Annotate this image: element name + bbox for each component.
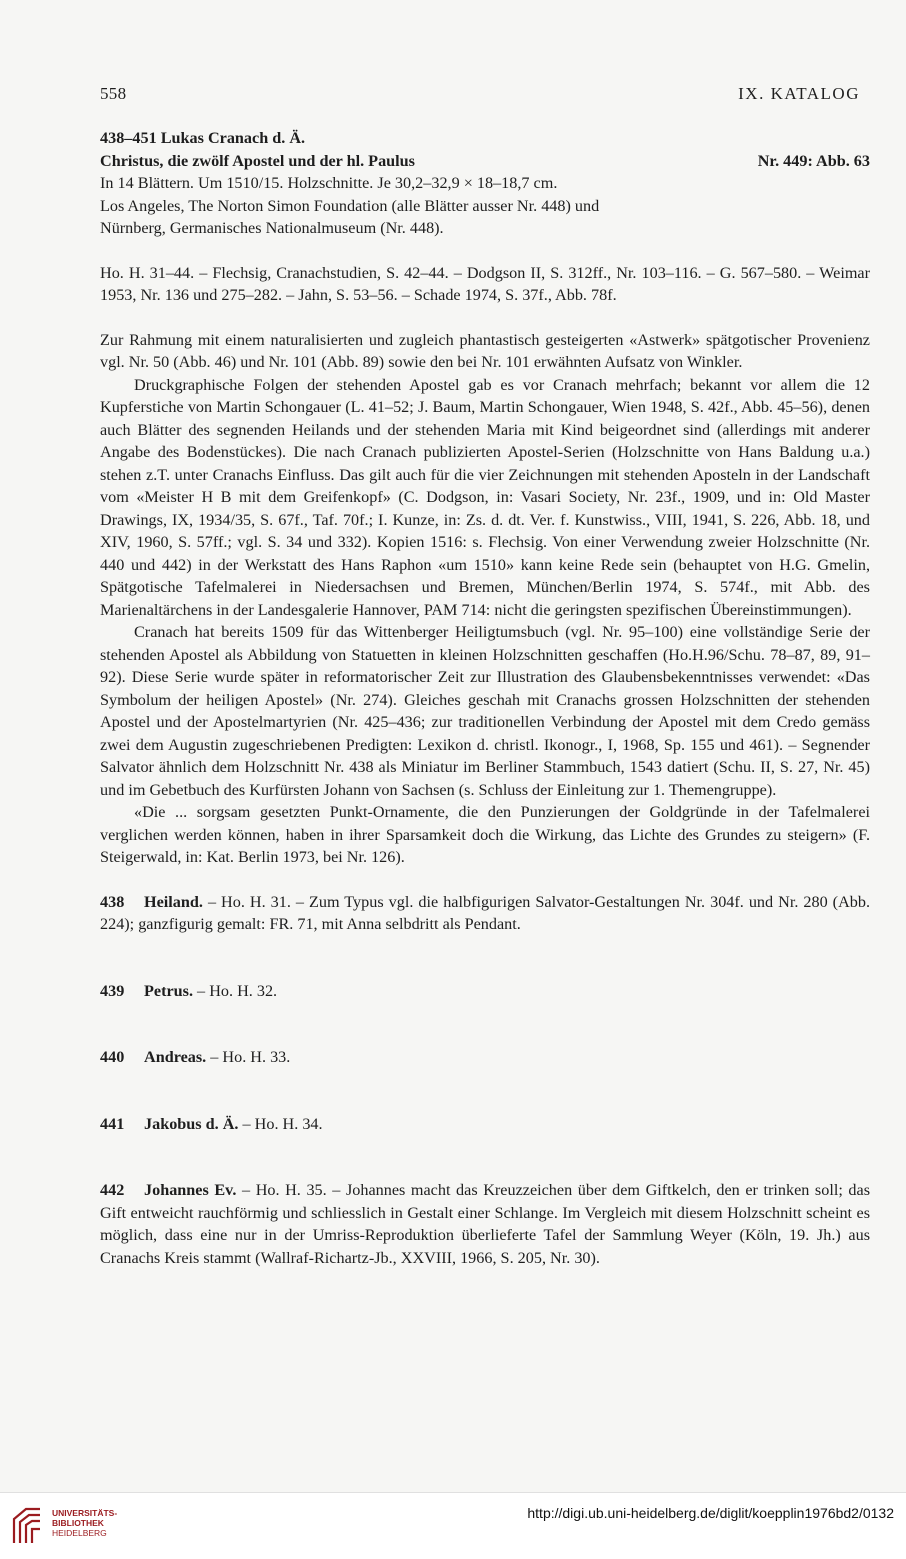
entry-number: 440 (100, 1048, 125, 1066)
logo-line: HEIDELBERG (52, 1528, 107, 1538)
catalog-entry (100, 1179, 870, 1269)
entry-heading: 438–451 Lukas Cranach d. Ä. (100, 129, 306, 147)
entry-text: – Ho. H. 31. – Zum Typus vgl. die halbfigurigen Salvator-Gestaltungen Nr. 304f. und Nr. 280 (Abb. 224); ganzfigurig gemalt: FR. 71, mit Anna selbdritt als Pendant. (100, 892, 870, 933)
logo-line: UNIVERSITÄTS- (52, 1508, 118, 1518)
description-line: In 14 Blättern. Um 1510/15. Holzschnitte. Je 30,2–32,9 × 18–18,7 cm. (100, 174, 558, 192)
page-content (100, 127, 870, 1269)
entry-name: Heiland. (144, 892, 203, 911)
footer-bar (0, 1492, 906, 1559)
entry-number: 439 (100, 981, 125, 1000)
logo-line: BIBLIOTHEK (52, 1518, 104, 1528)
entry-number: 441 (100, 1114, 125, 1133)
catalog-entry (100, 1046, 870, 1069)
entry-text: – Ho. H. 34. (238, 1114, 323, 1133)
body-paragraph: Zur Rahmung mit einem naturalisierten und zugleich phantastisch gesteigerten «Astwerk» spätgotischer Provenienz vgl. Nr. 50 (Abb. 46) und Nr. 101 (Abb. 89) sowie den bei Nr. 101 erwähnten Aufsatz von Winkler. (100, 330, 870, 371)
library-logo-text (52, 1508, 117, 1538)
entry-name: Johannes Ev. (144, 1181, 237, 1199)
catalog-entry (100, 980, 870, 1003)
figure-reference: Nr. 449: Abb. 63 (757, 151, 870, 170)
body-paragraph: Cranach hat bereits 1509 für das Wittenberger Heiligtumsbuch (vgl. Nr. 95–100) eine vollständige Serie der stehenden Apostel als Abbildung von Statuetten in kleinen Holzschnitten geschaffen (Ho.H.96/Schu. 78–87, 89, 91–92). Diese Serie wurde später in reformatorischer Zeit zur Illustration des Glaubensbekenntnisses verwendet: «Das Symbolum der heiligen Apostel» (Nr. 274). Gleiches geschah mit Cranachs grossen Holzschnitten der stehenden Apostel und der Apostelmartyrien (Nr. 425–436; zur traditionellen Verbindung der Apostel mit dem Credo gemäss zwei dem Augustin zugeschriebenen Predigten: Lexikon d. christl. Ikonogr., I, 1968, Sp. 155 und 461). – Segnender Salvator ähnlich dem Holzschnitt Nr. 438 als Miniatur im Berliner Stammbuch, 1543 datiert (Schu. II, S. 27, Nr. 45) und im Gebetbuch des Kurfürsten Johann von Sachsen (s. Schluss der Einleitung zur 1. Themengruppe). (100, 623, 870, 799)
entry-text: – Ho. H. 35. – Johannes macht das Kreuzzeichen über dem Giftkelch, den er trinken soll; das Gift entweicht rauchförmig und schliesslich in Gestalt einer Schlange. Im Vergleich mit diesem Holzschnitt scheint es möglich, dass eine nur in der Umriss-Reproduktion überlieferte Tafel der Sammlung Weyer (Köln, 19. Jh.) aus Cranachs Kreis stammt (Wallraf-Richartz-Jb., XXVIII, 1966, S. 205, Nr. 30). (100, 1181, 870, 1267)
literature-references: Ho. H. 31–44. – Flechsig, Cranachstudien, S. 42–44. – Dodgson II, S. 312ff., Nr. 103–116. – G. 567–580. – Weimar 1953, Nr. 136 und 275–282. – Jahn, S. 53–56. – Schade 1974, S. 37f., Abb. 78f. (100, 263, 870, 304)
page-number: 558 (100, 84, 127, 103)
entry-text: – Ho. H. 33. (206, 1048, 291, 1066)
catalog-entry (100, 1113, 870, 1136)
entry-name: Petrus. (144, 981, 193, 1000)
entry-number: 442 (100, 1181, 125, 1199)
entry-number: 438 (100, 892, 125, 911)
entry-title: Christus, die zwölf Apostel und der hl. Paulus (100, 151, 415, 170)
description-line: Los Angeles, The Norton Simon Foundation (alle Blätter ausser Nr. 448) und (100, 196, 600, 215)
permalink-url[interactable]: http://digi.ub.uni-heidelberg.de/diglit/koepplin1976bd2/0132 (527, 1505, 894, 1521)
catalog-entry (100, 891, 870, 936)
entry-subheading (100, 150, 870, 173)
entry-name: Jakobus d. Ä. (144, 1114, 239, 1133)
running-head: IX. KATALOG (738, 84, 860, 103)
description-line: Nürnberg, Germanisches Nationalmuseum (Nr. 448). (100, 219, 444, 237)
entry-name: Andreas. (144, 1048, 207, 1066)
body-paragraph: Druckgraphische Folgen der stehenden Apostel gab es vor Cranach mehrfach; bekannt vor allem die 12 Kupferstiche von Martin Schongauer (L. 41–52; J. Baum, Martin Schongauer, Wien 1948, S. 42f., Abb. 45–56), denen auch Blätter des segnenden Heilands und der stehenden Maria mit Kind beigeordnet sind (allerdings mit anderer Angabe des Bodenstückes). Die nach Cranach publizierten Apostel-Serien (Holzschnitte von Hans Baldung u.a.) stehen z.T. unter Cranachs Einfluss. Das gilt auch für die vier Zeichnungen mit stehenden Aposteln in der Landschaft vom «Meister H B mit dem Greifenkopf» (C. Dodgson, in: Vasari Society, Nr. 23f., 1909, und in: Old Master Drawings, IX, 1934/35, S. 67f., Taf. 70f.; I. Kunze, in: Zs. d. dt. Ver. f. Kunstwiss., VIII, 1941, S. 226, Abb. 18, und XIV, 1960, S. 57ff.; vgl. S. 34 und 332). Kopien 1516: s. Flechsig. Von einer Verwendung zweier Holzschnitte (Nr. 440 und 442) in der Werkstatt des Hans Raphon «um 1510» kann keine Rede sein (behauptet von H.G. Gmelin, Spätgotische Tafelmalerei in Niedersachsen und Bremen, München/Berlin 1974, S. 574f., mit Abb. des Marienaltärchens in der Landesgalerie Hannover, PAM 714: nicht die geringsten spezifischen Übereinstimmungen). (100, 375, 870, 619)
entry-text: – Ho. H. 32. (193, 981, 278, 1000)
library-logo-icon (10, 1505, 44, 1545)
body-paragraph: «Die ... sorgsam gesetzten Punkt-Ornamente, die den Punzierungen der Goldgründe in der Tafelmalerei verglichen werden können, haben in ihrer Sparsamkeit doch die Wirkung, das Lichte des Grundes zu steigern» (F. Steigerwald, in: Kat. Berlin 1973, bei Nr. 126). (100, 803, 870, 866)
